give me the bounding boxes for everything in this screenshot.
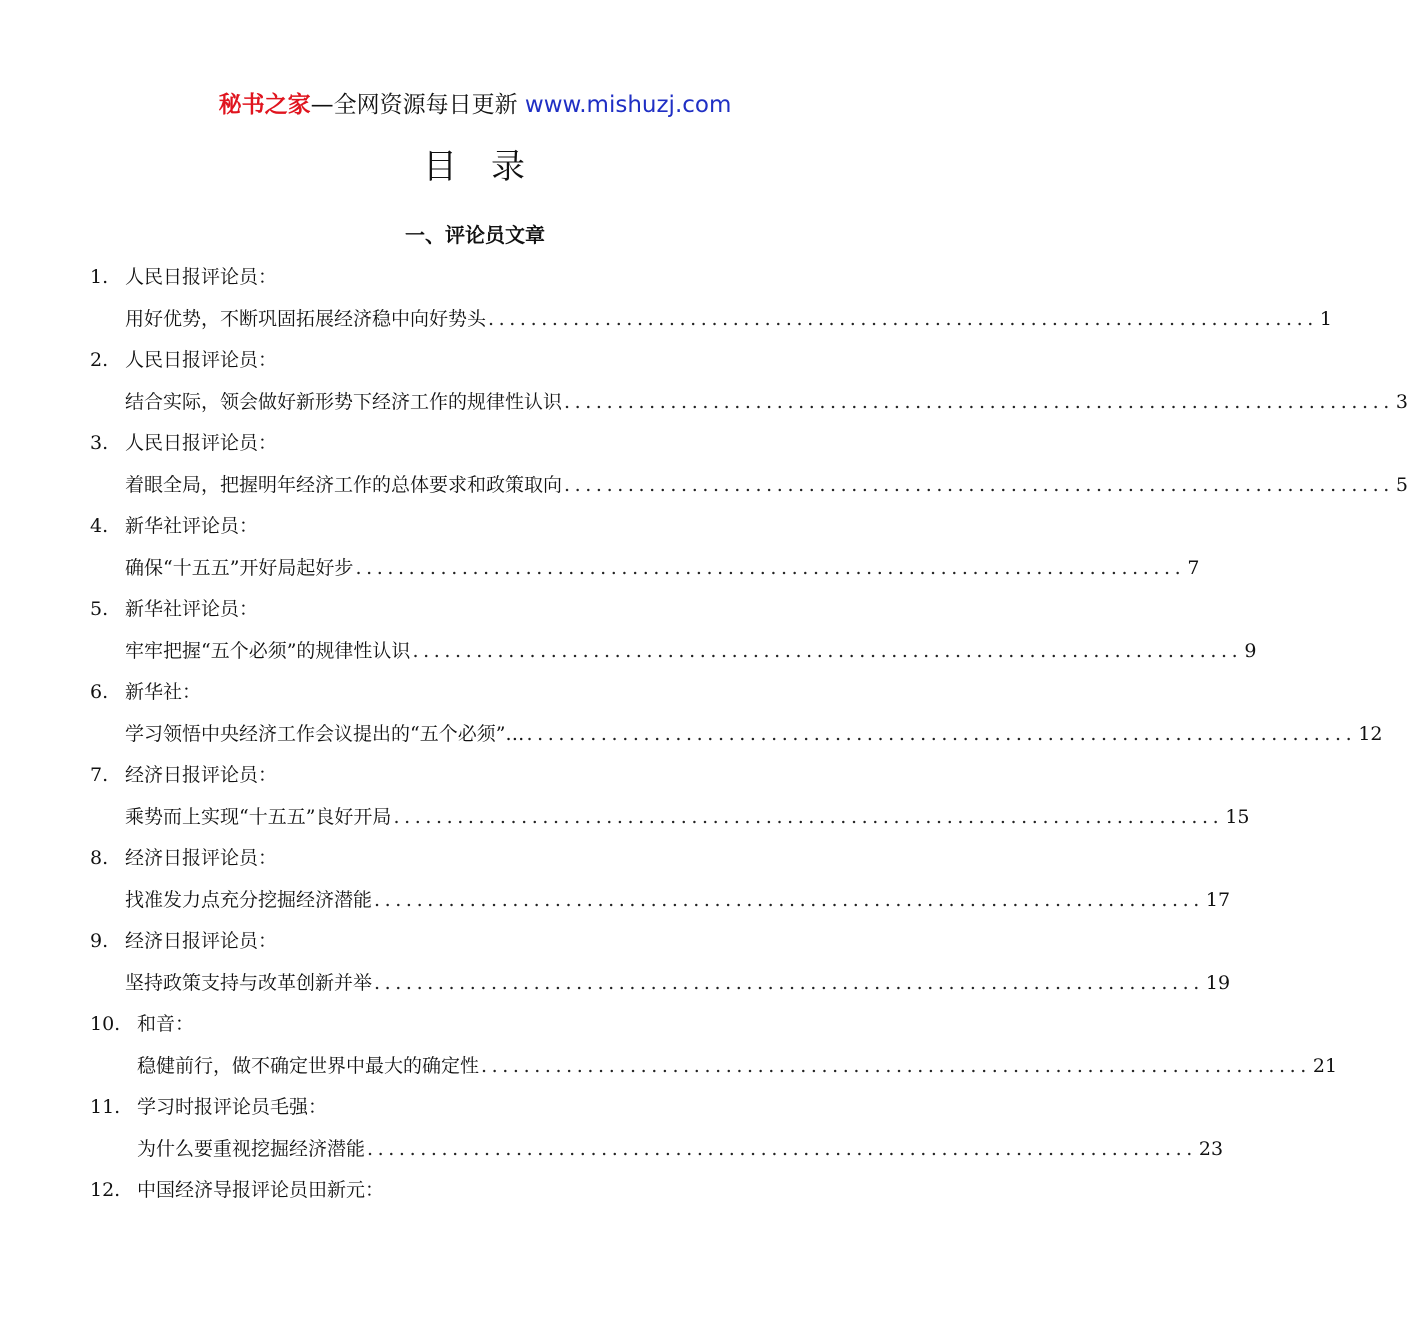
toc-entry-headline-row[interactable] xyxy=(125,963,1231,1003)
toc-entry-source: 新华社评论员： xyxy=(125,515,259,537)
dot-leader: .............................................................................. xyxy=(481,1055,1311,1077)
toc-entry-page: 3 xyxy=(1395,391,1408,413)
toc-entry-source: 学习时报评论员毛强： xyxy=(137,1096,328,1118)
toc-entry-number: 12. xyxy=(90,1179,121,1201)
toc-entry-number: 1. xyxy=(90,266,109,288)
toc-entry-headline: 学习领悟中央经济工作会议提出的“五个必须”… xyxy=(125,723,525,745)
toc-entry-source: 新华社： xyxy=(125,681,202,703)
toc-entry-source: 经济日报评论员： xyxy=(125,930,278,952)
dot-leader: .............................................................................. xyxy=(526,723,1357,745)
toc-entry-source: 人民日报评论员： xyxy=(125,349,278,371)
toc-entry-headline-row[interactable] xyxy=(125,880,1231,920)
toc-entry-headline-row[interactable] xyxy=(125,465,1408,505)
toc-entry-source: 经济日报评论员： xyxy=(125,847,278,869)
toc-entry-source: 人民日报评论员： xyxy=(125,432,278,454)
toc-entry-source: 中国经济导报评论员田新元： xyxy=(137,1179,385,1201)
toc-entry-page: 5 xyxy=(1395,474,1408,496)
toc-entry[interactable] xyxy=(0,1170,950,1336)
page-title-char-1: 目 xyxy=(423,147,459,187)
dot-leader: .............................................................................. xyxy=(564,391,1394,413)
toc-entry-headline-row[interactable] xyxy=(137,1129,1224,1169)
toc-entry-number: 8. xyxy=(90,847,109,869)
toc-entry-page: 17 xyxy=(1205,889,1231,911)
toc-entry-headline: 确保“十五五”开好局起好步 xyxy=(125,557,354,579)
toc-entry-source: 和音： xyxy=(137,1013,195,1035)
toc-entry-headline: 稳健前行，做不确定世界中最大的确定性 xyxy=(137,1055,480,1077)
dot-leader: .............................................................................. xyxy=(367,1138,1197,1160)
toc-entry-source: 经济日报评论员： xyxy=(125,764,278,786)
dot-leader: .............................................................................. xyxy=(355,557,1186,579)
toc-entry-page: 7 xyxy=(1187,557,1200,579)
toc-entry-page: 23 xyxy=(1198,1138,1224,1160)
toc-entry-headline: 牢牢把握“五个必须”的规律性认识 xyxy=(125,640,411,662)
toc-entry-headline: 结合实际，领会做好新形势下经济工作的规律性认识 xyxy=(125,391,563,413)
toc-entry-headline-row[interactable] xyxy=(125,714,1383,754)
page-title-char-2: 录 xyxy=(491,147,527,187)
toc-entry-headline: 乘势而上实现“十五五”良好开局 xyxy=(125,806,392,828)
toc-entry-number: 9. xyxy=(90,930,109,952)
toc-entry-headline: 着眼全局，把握明年经济工作的总体要求和政策取向 xyxy=(125,474,563,496)
toc-entry-headline-row[interactable] xyxy=(125,631,1257,671)
page-title xyxy=(0,142,950,192)
dot-leader: .............................................................................. xyxy=(374,972,1204,994)
banner-tagline: —全网资源每日更新 xyxy=(310,92,518,118)
toc-entry-source: 人民日报评论员： xyxy=(125,266,278,288)
toc-entry-headline-row[interactable] xyxy=(125,797,1250,837)
toc-entry-source: 新华社评论员： xyxy=(125,598,259,620)
toc-entry-number: 10. xyxy=(90,1013,121,1035)
toc-entry-number: 6. xyxy=(90,681,109,703)
toc-entry-headline-row[interactable] xyxy=(125,299,1332,339)
dot-leader: .............................................................................. xyxy=(393,806,1224,828)
banner-brand: 秘书之家 xyxy=(218,92,311,118)
toc-entry-headline-row[interactable] xyxy=(137,1046,1338,1086)
toc-entry-headline: 坚持政策支持与改革创新并举 xyxy=(125,972,373,994)
toc-entry-page: 15 xyxy=(1225,806,1250,828)
toc-entry-page: 9 xyxy=(1244,640,1257,662)
dot-leader: .............................................................................. xyxy=(564,474,1394,496)
toc-entry-page: 1 xyxy=(1319,308,1332,330)
toc-entry-headline: 用好优势，不断巩固拓展经济稳中向好势头 xyxy=(125,308,487,330)
toc-entry-number: 7. xyxy=(90,764,109,786)
toc-entry-headline: 为什么要重视挖掘经济潜能 xyxy=(137,1138,366,1160)
toc-entry-headline-row[interactable] xyxy=(125,548,1200,588)
dot-leader: .............................................................................. xyxy=(488,308,1318,330)
toc-entry-page: 19 xyxy=(1205,972,1231,994)
toc-entry-headline-row[interactable] xyxy=(125,382,1408,422)
toc-entry-number: 11. xyxy=(90,1096,121,1118)
toc-entry-number: 3. xyxy=(90,432,109,454)
toc-entry-number: 5. xyxy=(90,598,109,620)
toc-entry-number: 4. xyxy=(90,515,109,537)
banner-url-link[interactable]: www.mishuzj.com xyxy=(524,92,732,118)
dot-leader: .............................................................................. xyxy=(374,889,1204,911)
toc-entry-page: 21 xyxy=(1312,1055,1338,1077)
site-banner xyxy=(0,88,950,122)
section-heading: 一、评论员文章 xyxy=(405,223,545,247)
toc-entry-number: 2. xyxy=(90,349,109,371)
dot-leader: .............................................................................. xyxy=(412,640,1243,662)
toc-entry-headline: 找准发力点充分挖掘经济潜能 xyxy=(125,889,373,911)
toc-entry-page: 12 xyxy=(1358,723,1383,745)
